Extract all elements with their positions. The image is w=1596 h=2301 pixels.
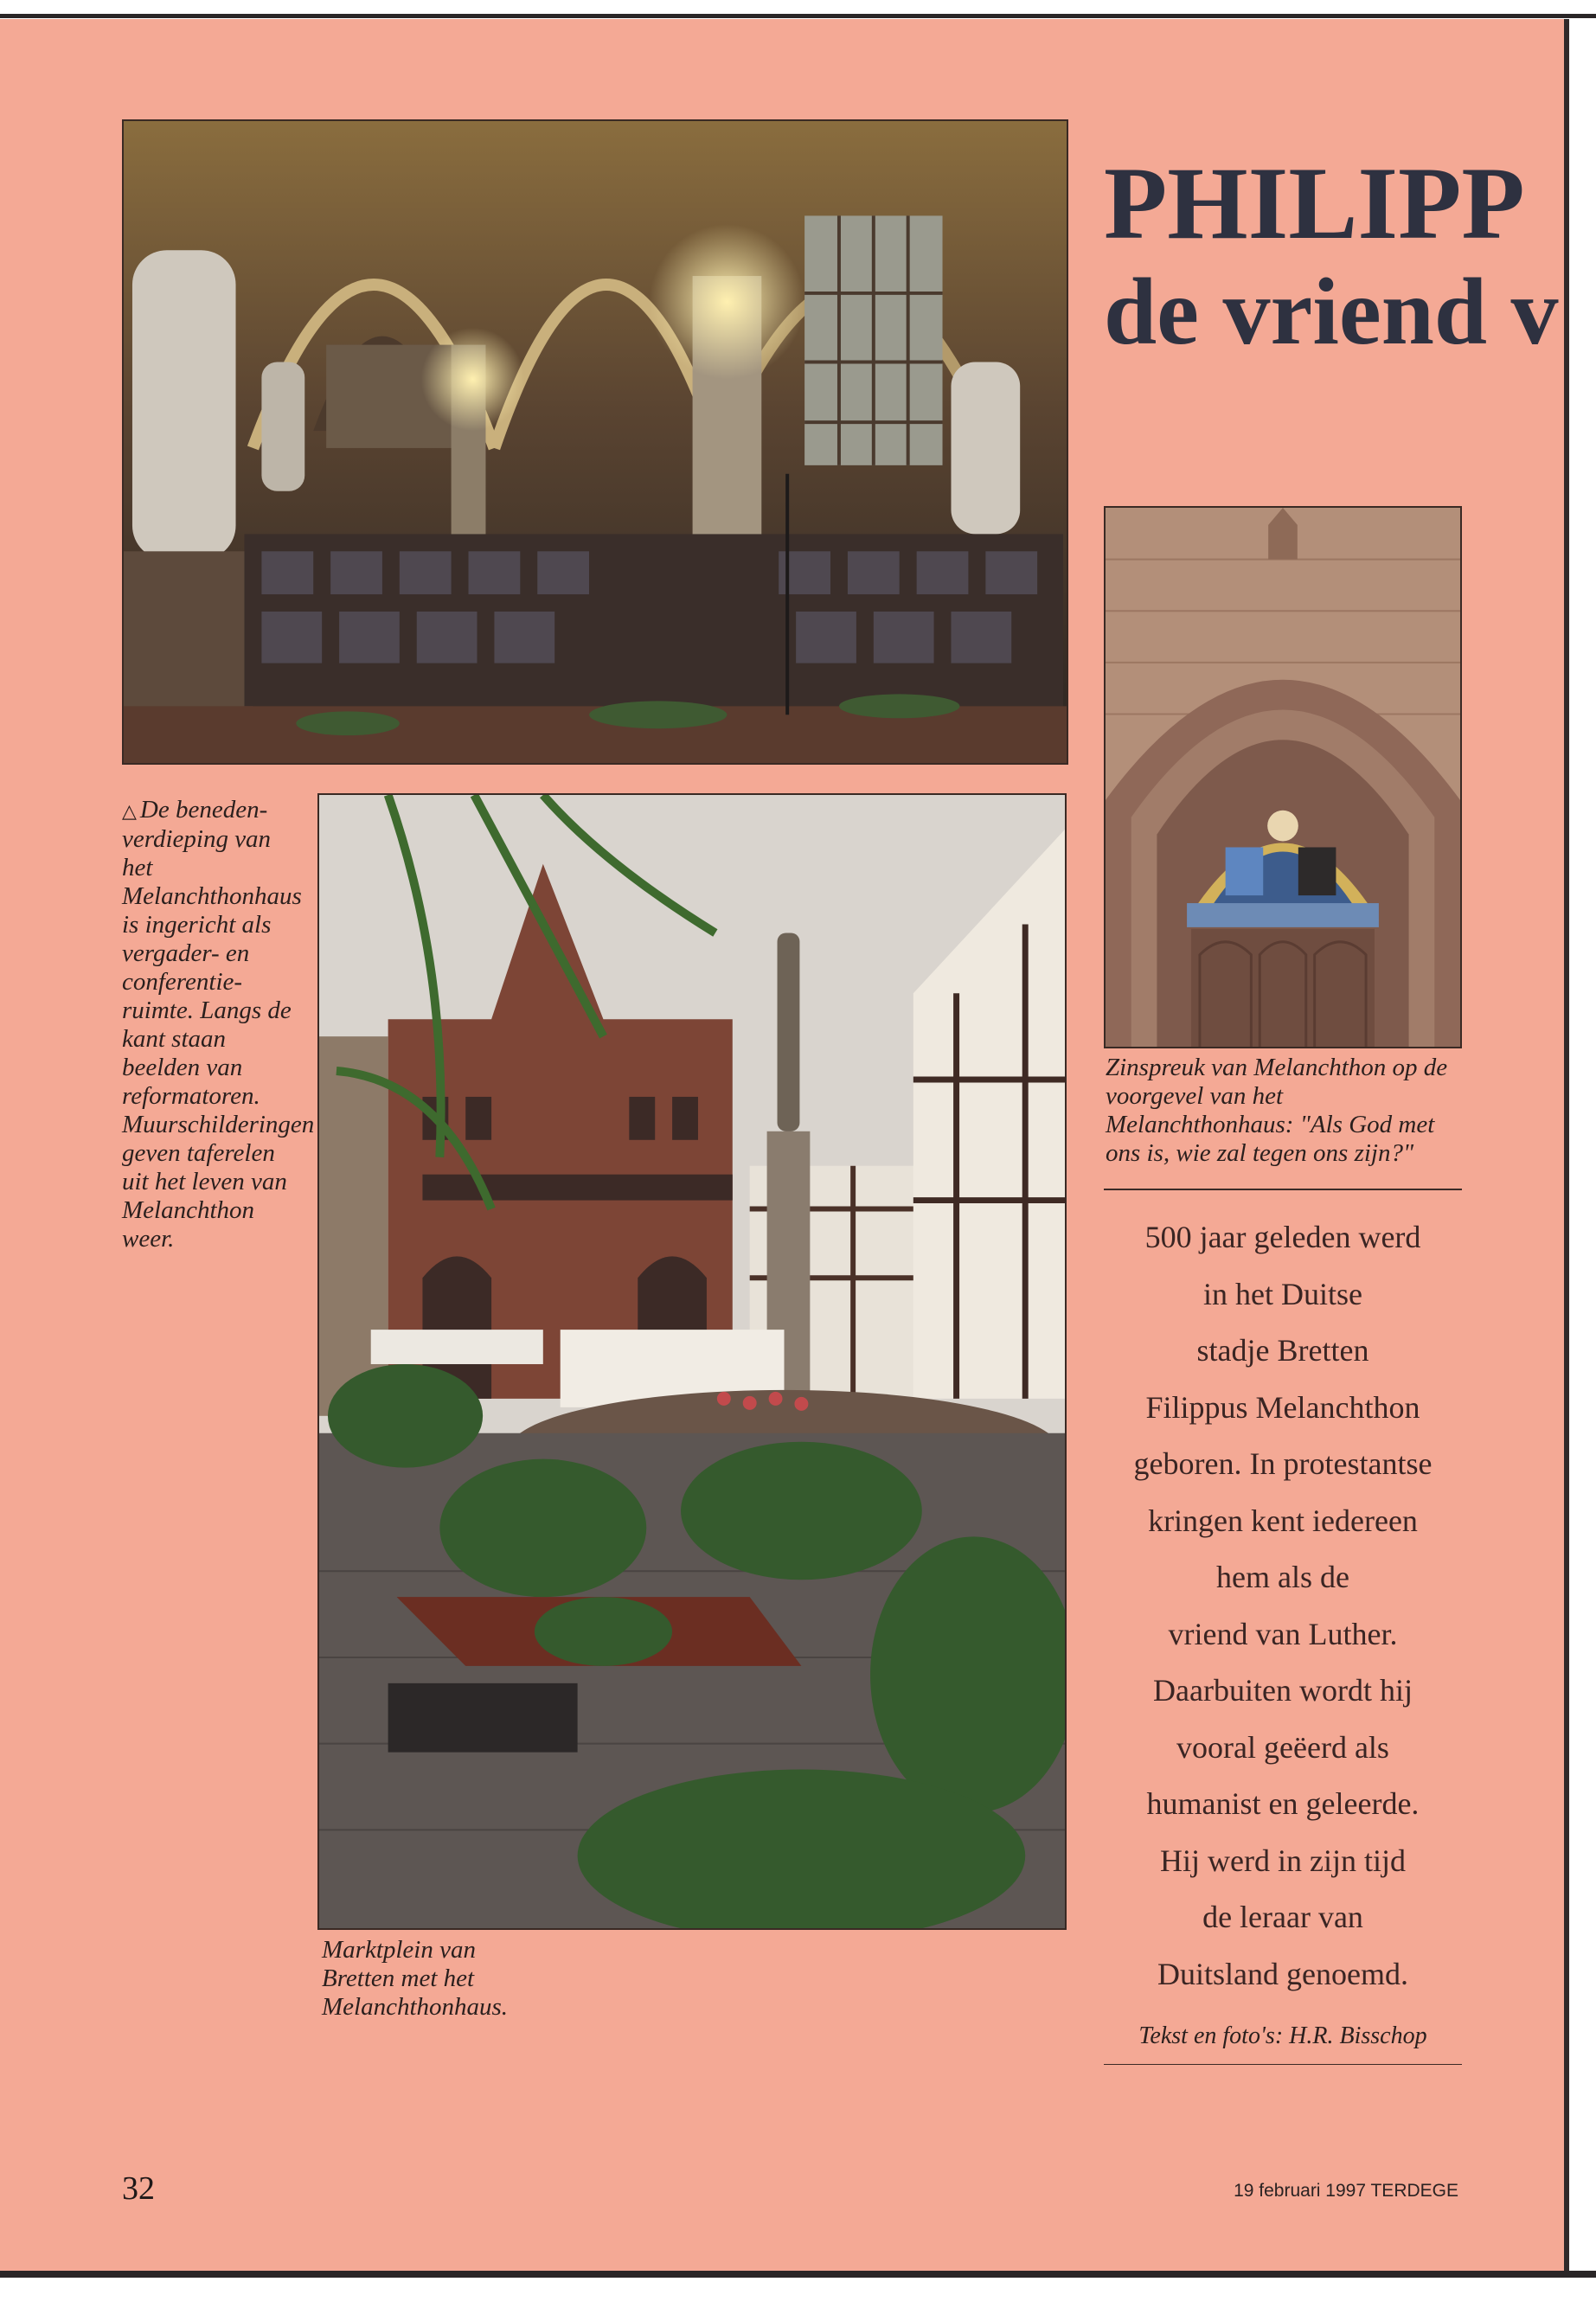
- intro-line: Daarbuiten wordt hij: [1153, 1673, 1413, 1708]
- hall-interior-photo: [122, 119, 1068, 765]
- intro-line: vooral geëerd als: [1176, 1729, 1389, 1765]
- article-title-line2: de vriend v: [1104, 260, 1559, 363]
- top-border: [0, 0, 1596, 19]
- page-number: 32: [122, 2170, 155, 2207]
- article-intro: [1104, 1209, 1462, 2003]
- portal-photo-caption: Zinspreuk van Melanchthon op de voorgevel van het Melanchthonhaus: "Als God met ons is, wie zal tegen ons zijn?": [1106, 1054, 1448, 1167]
- market-square-photo: [317, 793, 1067, 1930]
- bottom-border: [0, 2271, 1596, 2301]
- caption-divider: [1104, 1189, 1462, 1190]
- credit-divider: [1104, 2064, 1462, 2065]
- intro-line: stadje Bretten: [1196, 1333, 1369, 1368]
- caption-marker-icon: △: [122, 800, 137, 822]
- page-right-edge: [1564, 19, 1596, 2271]
- intro-line: kringen kent iedereen: [1148, 1503, 1418, 1538]
- hall-caption-text: De beneden-verdieping van het Melanchthonhaus is ingericht als vergader- en conferentie-ruimte. Langs de kant staan beelden van reformatoren. Muurschilderingen geven taferelen uit het leven van Melanchthon weer.: [122, 796, 315, 1253]
- intro-line: hem als de: [1216, 1560, 1349, 1594]
- market-photo-caption: Marktplein van Bretten met het Melanchthonhaus.: [322, 1936, 509, 2021]
- bottom-rule: [0, 2271, 1596, 2278]
- intro-line: geboren. In protestantse: [1133, 1446, 1433, 1481]
- intro-line: Hij werd in zijn tijd: [1160, 1843, 1406, 1878]
- intro-line: in het Duitse: [1203, 1276, 1362, 1311]
- portal-inscription-photo: [1104, 506, 1462, 1048]
- intro-line: 500 jaar geleden werd: [1144, 1220, 1421, 1254]
- article-title-line1: PHILIPP: [1104, 147, 1525, 260]
- hall-photo-caption: [122, 796, 315, 1253]
- photo-text-credit: Tekst en foto's: H.R. Bisschop: [1138, 2022, 1427, 2049]
- intro-line: de leraar van: [1202, 1900, 1363, 1934]
- intro-line: humanist en geleerde.: [1146, 1786, 1420, 1821]
- intro-line: Duitsland genoemd.: [1157, 1956, 1408, 1991]
- footer-date-magazine: 19 februari 1997 TERDEGE: [1234, 2181, 1458, 2201]
- intro-line: vriend van Luther.: [1168, 1616, 1398, 1651]
- intro-line: Filippus Melanchthon: [1145, 1389, 1420, 1425]
- top-rule: [0, 14, 1596, 18]
